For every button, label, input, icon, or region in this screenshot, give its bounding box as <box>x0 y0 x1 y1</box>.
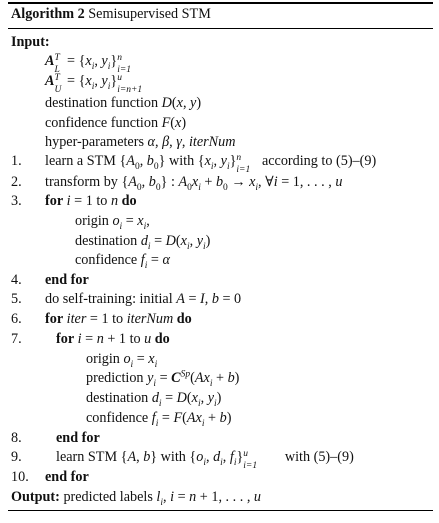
line-number: 3. <box>11 193 22 209</box>
line-number: 4. <box>11 272 22 288</box>
line-text: for i = 1 to n do <box>45 193 137 209</box>
algorithm-label: Algorithm 2 <box>11 6 85 22</box>
line-text: origin $o_i = x_i$ <box>86 351 158 370</box>
line-text: end for <box>45 272 89 288</box>
line-number: 9. <box>11 449 22 465</box>
line-text: destination function D(x, y) <box>45 95 202 111</box>
line-number: 8. <box>11 430 22 446</box>
line-text: Output: predicted labels $l_i$, i = n + 1, . . . , u <box>11 489 262 508</box>
line-number: 7. <box>11 331 22 347</box>
line-number: 2. <box>11 174 22 190</box>
line-text: prediction $y_i = C^{Sp}(Ax_i + b)$ <box>86 369 240 389</box>
algorithm-title <box>11 6 211 23</box>
line-text: end for <box>56 430 100 446</box>
line-text: origin $o_i = x_i$, <box>75 213 150 232</box>
line-text: learn STM {A, b} with {$o_i$, $d_i$, $f_i$} u i=1 with (5)–(9) <box>56 448 354 471</box>
line-text: confidence function F(x) <box>45 115 187 131</box>
line-text: destination $d_i = D(x_i$, $y_i$) <box>75 233 211 252</box>
title-rule <box>8 28 433 29</box>
line-text: destination $d_i = D(x_i$, $y_i$) <box>86 390 222 409</box>
line-number: 1. <box>11 153 22 169</box>
line-text: do self-training: initial A = I, b = 0 <box>45 291 242 307</box>
algorithm-name: Semisupervised STM <box>88 6 211 22</box>
line-text: for i = n + 1 to u do <box>56 331 170 347</box>
line-text: confidence $f_i = F(Ax_i + b)$ <box>86 410 232 429</box>
line-text: A T U = {$x_i$, $y_i$} u i=n+1 <box>45 72 143 95</box>
line-text: hyper-parameters α, β, γ, iterNum <box>45 134 236 150</box>
line-text: Input: <box>11 34 50 50</box>
line-text: for iter = 1 to iterNum do <box>45 311 192 327</box>
line-text: end for <box>45 469 89 485</box>
line-text: confidence $f_i = \alpha$ <box>75 252 170 271</box>
line-number: 10. <box>11 469 29 485</box>
line-text: learn a STM {$A_0$, $b_0$} with {$x_i$, $y_i$} n i=1 according to (5)–(9) <box>45 152 377 175</box>
bottom-rule <box>8 510 433 511</box>
line-text: transform by {$A_0$, $b_0$} : $A_0x_i + b_0 \to x_i$, ∀i = 1, . . . , u <box>45 174 343 193</box>
top-rule <box>8 2 433 4</box>
line-text: A T L = {$x_i$, $y_i$} n i=1 <box>45 52 131 75</box>
line-number: 5. <box>11 291 22 307</box>
line-number: 6. <box>11 311 22 327</box>
